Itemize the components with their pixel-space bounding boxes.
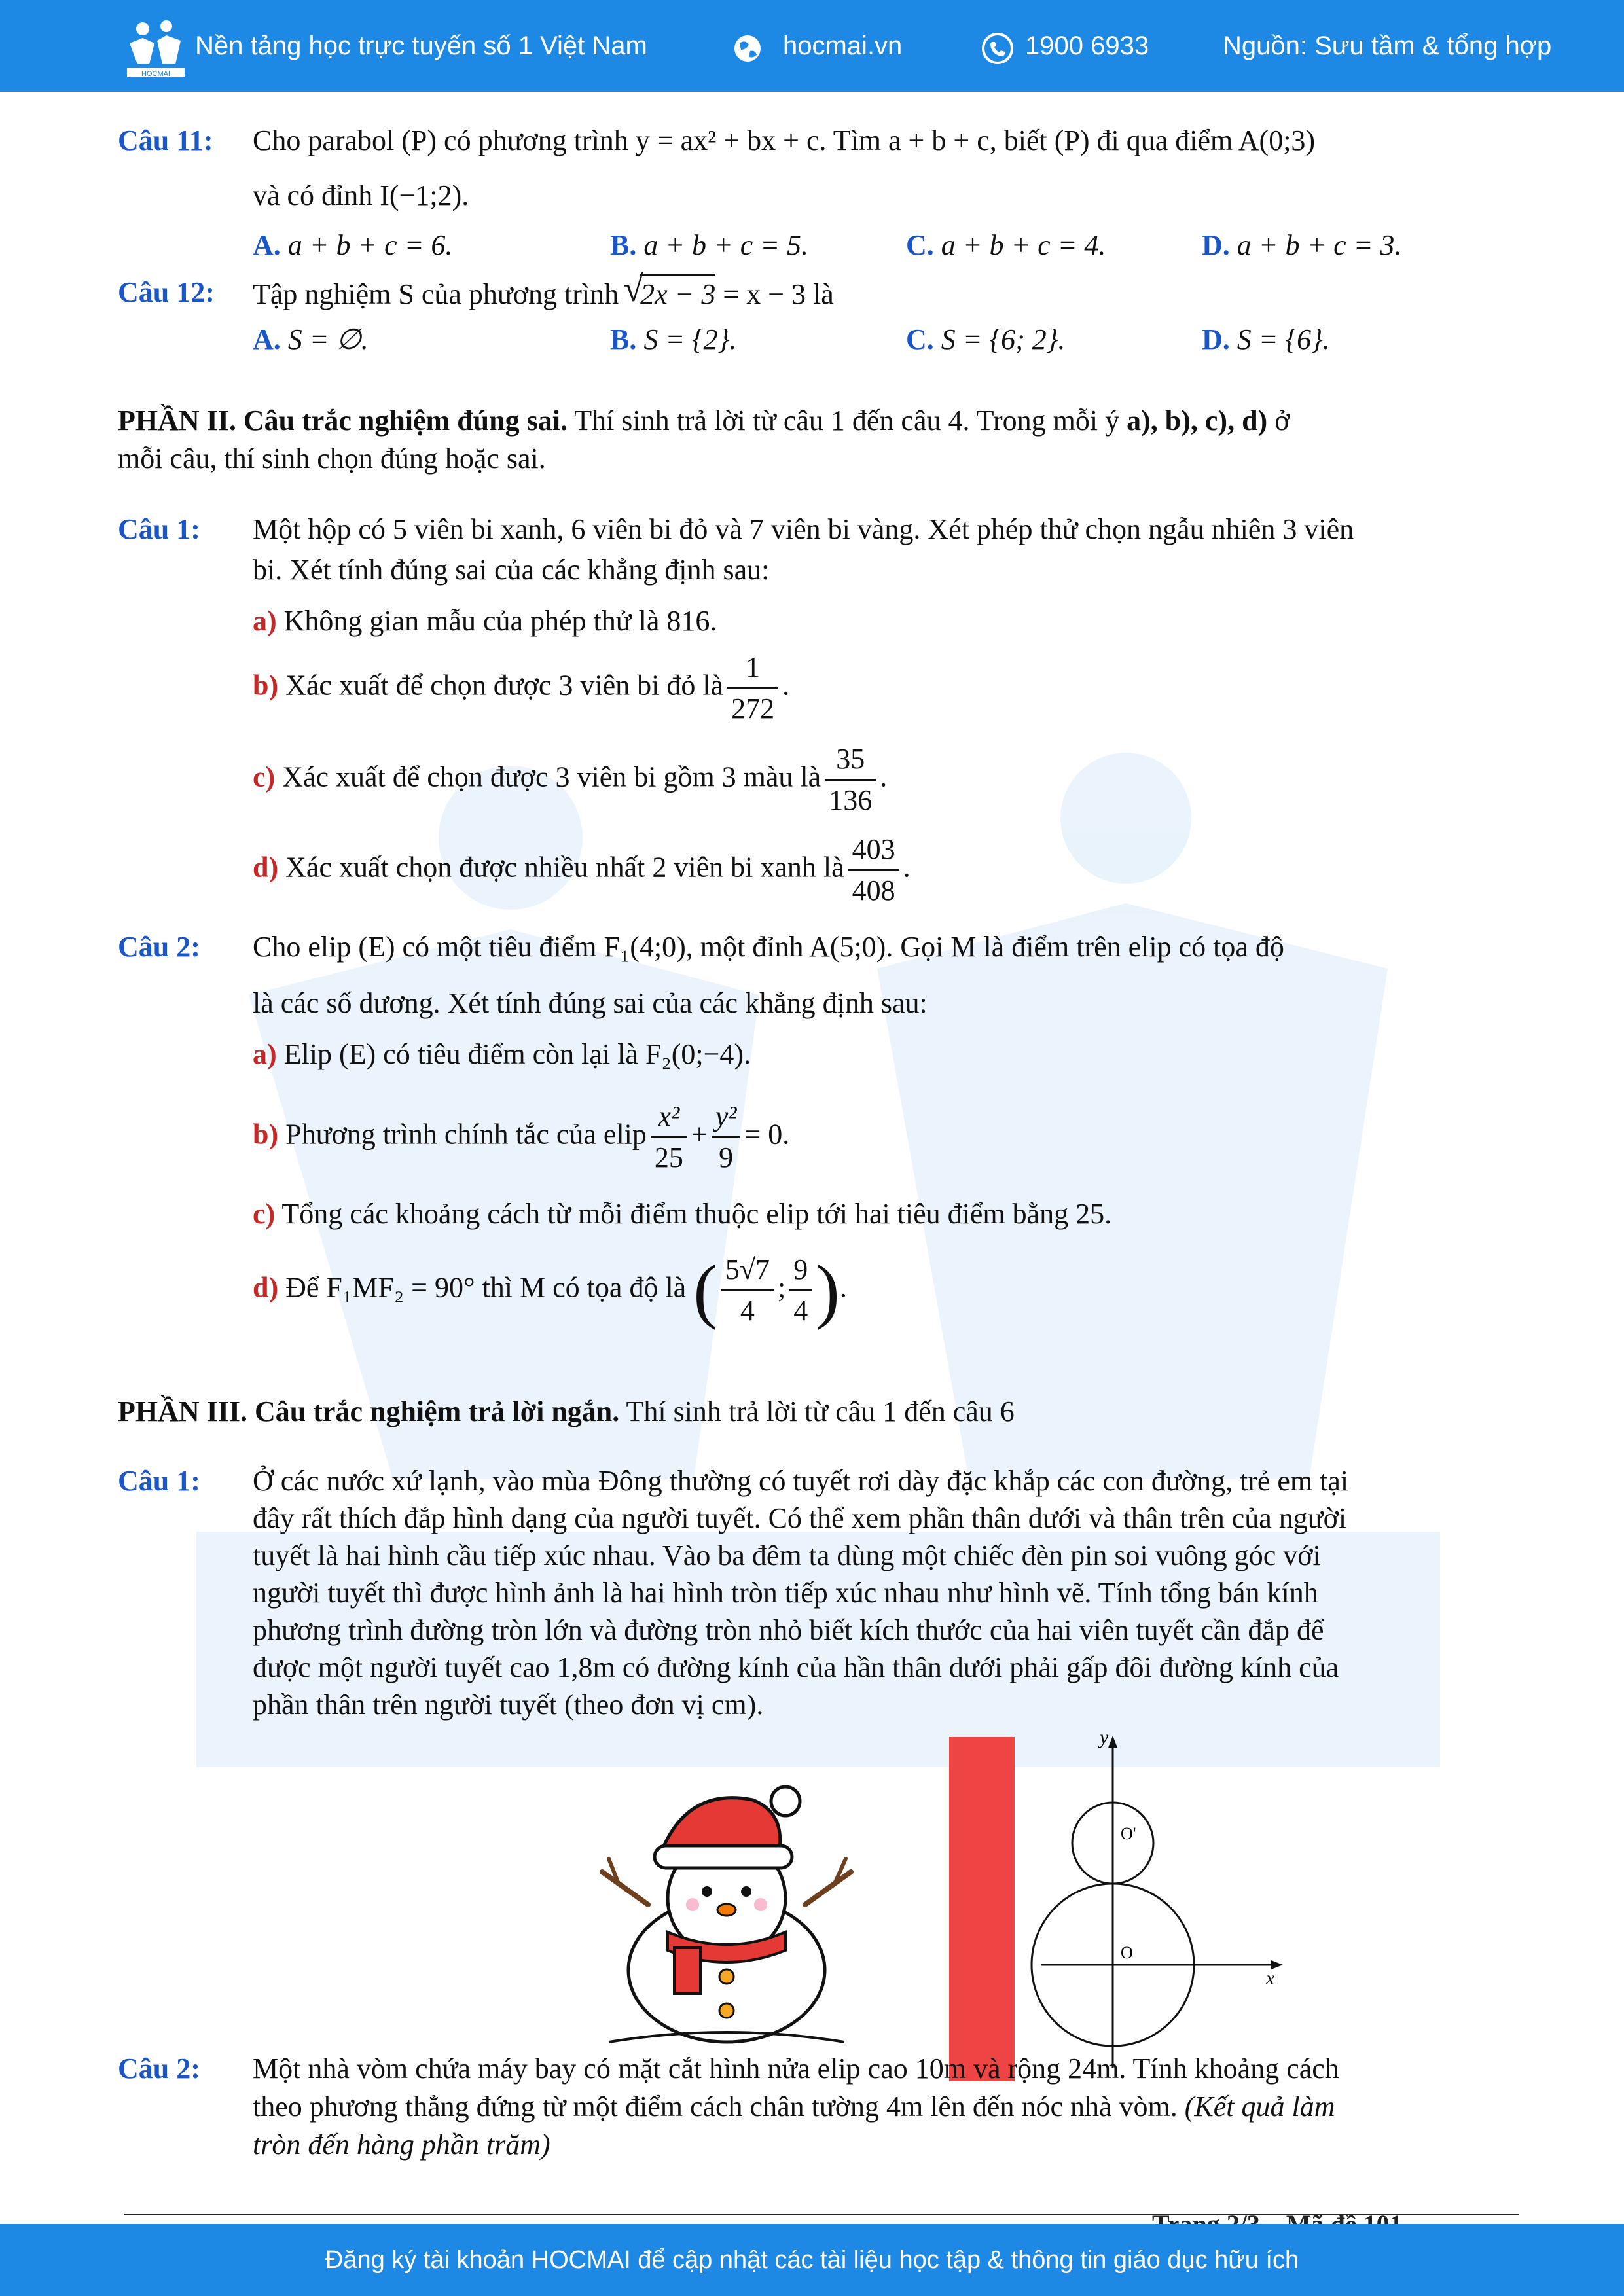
q11-text-line2: và có đỉnh I(−1;2). xyxy=(253,179,469,211)
fraction: $\frac{1}{272}$ xyxy=(727,648,778,728)
svg-text:HOCMAI: HOCMAI xyxy=(141,70,170,78)
p2q1-line2: bi. Xét tính đúng sai của các khẳng định sau: xyxy=(253,554,770,586)
q11-label: Câu 11: xyxy=(118,124,213,156)
p3q2-line2: theo phương thẳng đứng từ một điểm cách chân tường 4m lên đến nóc nhà vòm. (Kết quả làm xyxy=(253,2090,1335,2123)
p3q1-paragraph: Ở các nước xứ lạnh, vào mùa Đông thường có tuyết rơi dày đặc khắp các con đường, trẻ em tại đây rất thích đắp hình dạng của người tuyết. Có thể xem phần thân dưới và thân trên của người tuyết là hai hình cầu tiếp xúc nhau. Vào ba đêm ta dùng một chiếc đèn pin soi vuông góc với người tuyết thì được hình ảnh là hai hình tròn tiếp xúc nhau như hình vẽ. Tính tổng bán kính phương trình đường tròn lớn và đường tròn nhỏ biết kích thước của hai viên tuyết cần đắp để được một người tuyết cao 1,8m có đường kính của hần thân dưới phải gấp đôi đường kính của phần thân trên người tuyết (theo đơn vị cm). xyxy=(253,1465,1349,1721)
q12-text: Tập nghiệm S của phương trình √ 2x − 3 = x − 3 là xyxy=(253,274,834,314)
p2q2-statement-a: a) Elip (E) có tiêu điểm còn lại là F₂(0;−4). xyxy=(253,1038,751,1070)
p2q2-statement-d: d) Để F₁MF₂ = 90° thì M có tọa độ là ( $\frac{5√7}{4}$ ; $\frac{9}{4}$ ). xyxy=(253,1250,847,1331)
fraction: $\frac{\text{x²}}{25}$ xyxy=(651,1097,687,1177)
fraction: $\frac{403}{408}$ xyxy=(848,830,899,910)
p2q1-label: Câu 1: xyxy=(118,513,200,545)
part2-heading-line2: mỗi câu, thí sinh chọn đúng hoặc sai. xyxy=(118,442,546,475)
q11-option-c: C. a + b + c = 4. xyxy=(906,229,1106,261)
x-axis-label: x xyxy=(1266,1967,1275,1989)
header-source: Nguồn: Sưu tầm & tổng hợp xyxy=(1223,31,1552,60)
part2-heading: PHẦN II. Câu trắc nghiệm đúng sai. Thí sinh trả lời từ câu 1 đến câu 4. Trong mỗi ý a), b), c), d) ở xyxy=(118,404,1290,437)
hocmai-logo-icon xyxy=(123,17,189,80)
p2q1-statement-c: c) Xác xuất để chọn được 3 viên bi gồm 3 màu là $\frac{35}{136}$ . xyxy=(253,740,887,820)
p2q2-statement-c: c) Tổng các khoảng cách từ mỗi điểm thuộc elip tới hai tiêu điểm bằng 25. xyxy=(253,1198,1112,1230)
globe-icon xyxy=(732,33,763,64)
phone-icon xyxy=(981,31,1015,65)
q12-option-a: A. S = ∅. xyxy=(253,323,369,355)
p3q1-label: Câu 1: xyxy=(118,1465,200,1497)
fraction: $\frac{5√7}{4}$ xyxy=(721,1250,774,1331)
p3q2-line1: Một nhà vòm chứa máy bay có mặt cắt hình nửa elip cao 10m và rộng 24m. Tính khoảng cách xyxy=(253,2053,1339,2085)
q12-label: Câu 12: xyxy=(118,276,215,308)
origin-label: O xyxy=(1121,1943,1133,1962)
p2q1-statement-b: b) Xác xuất để chọn được 3 viên bi đỏ là $\frac{1}{272}$ . xyxy=(253,648,789,728)
circles-coordinate-figure xyxy=(949,1728,1316,2081)
p2q2-line1: Cho elip (E) có một tiêu điểm F₁(4;0), một đỉnh A(5;0). Gọi M là điểm trên elip có tọa độ xyxy=(253,931,1284,963)
header-site-link[interactable]: hocmai.vn xyxy=(783,31,903,60)
header-phone[interactable]: 1900 6933 xyxy=(1025,31,1149,60)
fraction: $\frac{9}{4}$ xyxy=(789,1250,812,1331)
sqrt-symbol: √ 2x − 3 xyxy=(640,274,715,314)
footer-cta-bar[interactable]: Đăng ký tài khoản HOCMAI để cập nhật các tài liệu học tập & thông tin giáo dục hữu ích xyxy=(0,2224,1624,2296)
snowman-illustration xyxy=(589,1761,864,2049)
p2q1-statement-a: a) Không gian mẫu của phép thử là 816. xyxy=(253,605,717,637)
p3q2-line3: tròn đến hàng phần trăm) xyxy=(253,2128,550,2161)
header-slogan: Nền tảng học trực tuyến số 1 Việt Nam xyxy=(195,31,647,60)
q12-option-c: C. S = {6; 2}. xyxy=(906,323,1066,355)
q11-option-a: A. a + b + c = 6. xyxy=(253,229,453,261)
q11-option-d: D. a + b + c = 3. xyxy=(1202,229,1402,261)
flashlight-beam xyxy=(949,1737,1015,2081)
fraction: $\frac{35}{136}$ xyxy=(825,740,876,820)
p2q1-statement-d: d) Xác xuất chọn được nhiều nhất 2 viên bi xanh là $\frac{403}{408}$ . xyxy=(253,830,911,910)
q12-option-d: D. S = {6}. xyxy=(1202,323,1330,355)
center-o2-label: O' xyxy=(1121,1824,1136,1843)
p2q2-label: Câu 2: xyxy=(118,931,200,963)
q12-option-b: B. S = {2}. xyxy=(610,323,737,355)
p2q1-line1: Một hộp có 5 viên bi xanh, 6 viên bi đỏ và 7 viên bi vàng. Xét phép thử chọn ngẫu nhiên 3 viên xyxy=(253,513,1354,545)
part3-heading: PHẦN III. Câu trắc nghiệm trả lời ngắn. Thí sinh trả lời từ câu 1 đến câu 6 xyxy=(118,1395,1015,1427)
p2q2-statement-b: b) Phương trình chính tắc của elip $\frac{\text{x²}}{25}$ + $\frac{\text{y²}}{9}$ = 0. xyxy=(253,1097,789,1177)
p2q2-line2: là các số dương. Xét tính đúng sai của các khẳng định sau: xyxy=(253,987,928,1019)
q11-text-line1: Cho parabol (P) có phương trình y = ax² + bx + c. Tìm a + b + c, biết (P) đi qua điểm A(0;3) xyxy=(253,124,1316,156)
fraction: $\frac{\text{y²}}{9}$ xyxy=(712,1097,741,1177)
q11-option-b: B. a + b + c = 5. xyxy=(610,229,808,261)
p3q2-label: Câu 2: xyxy=(118,2053,200,2085)
header-bar xyxy=(0,0,1624,92)
y-axis-label: y xyxy=(1100,1727,1109,1748)
